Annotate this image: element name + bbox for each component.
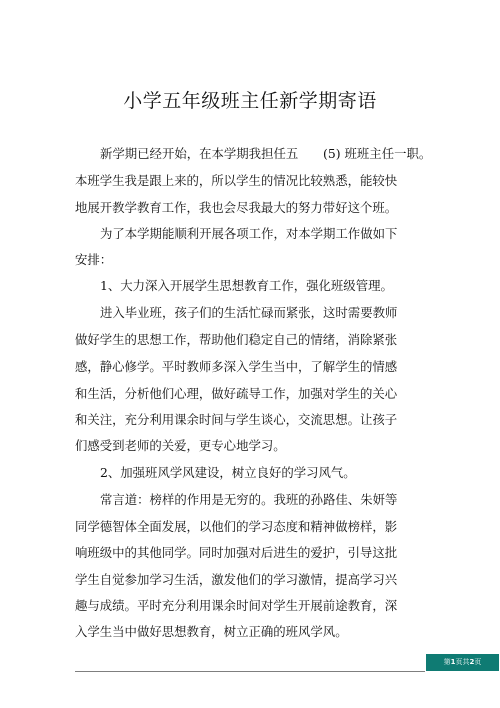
section-heading: 1、大力深入开展学生思想教育工作，强化班级管理。 [100,278,393,293]
body-line: 们感受到老师的关爱，更专心地学习。 [75,438,286,453]
body-line: 学生自觉参加学习生活，激发他们的学习激情，提高学习兴 [75,572,398,587]
page-suffix: 页 [474,658,482,666]
page-middle: 页共 [455,658,470,666]
document-title: 小学五年级班主任新学期寄语 [123,90,377,112]
body-line: 为了本学期能顺利开展各项工作，对本学期工作做如下 [100,226,398,241]
body-line: 地展开教学教育工作，我也会尽我最大的努力带好这个班。 [75,200,398,215]
body-line: 感，静心修学。平时教师多深入学生当中，了解学生的情感 [75,359,398,374]
body-line: 本班学生我是跟上来的，所以学生的情况比较熟悉，能较快 [75,173,398,188]
body-line: 进入毕业班，孩子们的生活忙碌而紧张，这时需要教师 [100,305,398,320]
page-total: 2 [469,658,475,666]
body-line: 常言道：榜样的作用是无穷的。我班的孙路佳、朱妍等 [100,492,398,507]
body-line: 同学德智体全面发展，以他们的学习态度和精神做榜样，影 [75,519,398,534]
body-line: 安排： [75,252,113,267]
body-line: 响班级中的其他同学。同时加强对后进生的爱护，引导这批 [75,545,398,560]
footer-rule [75,671,425,672]
body-line: 和关注，充分利用课余时间与学生谈心，交流思想。让孩子 [75,412,398,427]
body-line: 趣与成绩。平时充分利用课余时间对学生开展前途教育，深 [75,598,398,613]
body-line: 和生活，分析他们心理，做好疏导工作，加强对学生的关心 [75,386,398,401]
page-current: 1 [450,658,456,666]
page-prefix: 第 [443,658,451,666]
page-number-badge [426,654,499,671]
body-line: 做好学生的思想工作，帮助他们稳定自己的情绪，消除紧张 [75,332,398,347]
body-line: 新学期已经开始，在本学期我担任五 (5) 班班主任一职。 [100,146,432,161]
body-line: 入学生当中做好思想教育，树立正确的班风学风。 [75,624,348,639]
section-heading: 2、加强班风学风建设，树立良好的学习风气。 [100,465,356,480]
